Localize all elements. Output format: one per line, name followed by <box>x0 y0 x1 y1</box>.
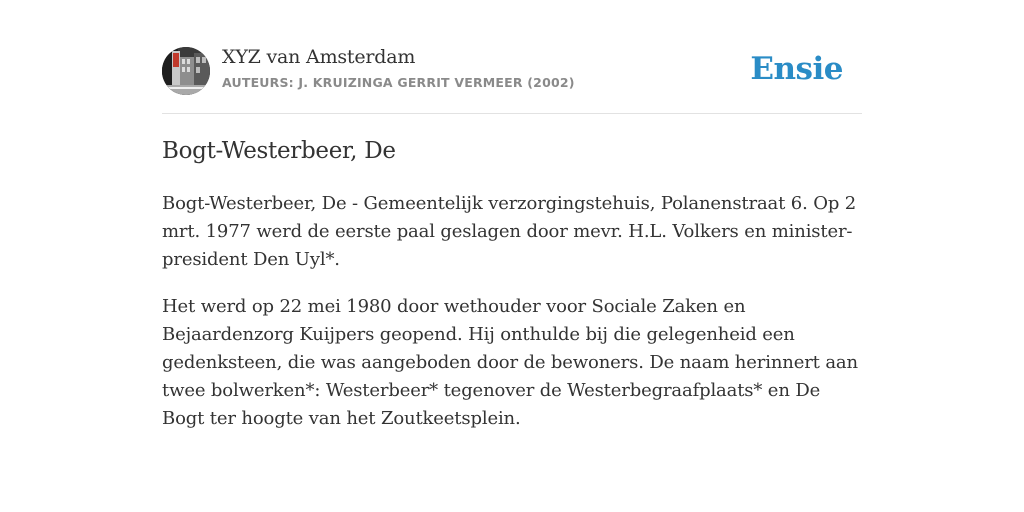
header-divider <box>162 113 862 114</box>
entry-title: Bogt-Westerbeer, De <box>162 138 396 164</box>
entry-paragraph-2: Het werd op 22 mei 1980 door wethouder voor Sociale Zaken en Bejaardenzorg Kuijpers geopend. Hij onthulde bij die gelegenheid een gedenksteen, die was aangeboden door de bewoners. De naam herinnert aan twee bolwerken*: Westerbeer* tegenover de Westerbegraafplaats* en De Bogt ter hoogte van het Zoutkeetsplein. <box>162 296 858 429</box>
book-header <box>162 46 862 98</box>
ensie-logo-link[interactable]: Ensie <box>750 51 843 87</box>
book-cover-thumbnail-icon <box>162 47 210 95</box>
book-cover-avatar[interactable] <box>162 47 210 95</box>
entry-paragraph-1: Bogt-Westerbeer, De - Gemeentelijk verzorgingstehuis, Polanenstraat 6. Op 2 mrt. 1977 werd de eerste paal geslagen door mevr. H.L. Volkers en minister-president Den Uyl*. <box>162 193 857 270</box>
book-authors: AUTEURS: J. KRUIZINGA GERRIT VERMEER (2002) <box>222 75 575 90</box>
book-title[interactable]: XYZ van Amsterdam <box>222 46 416 68</box>
entry-body <box>162 190 862 452</box>
